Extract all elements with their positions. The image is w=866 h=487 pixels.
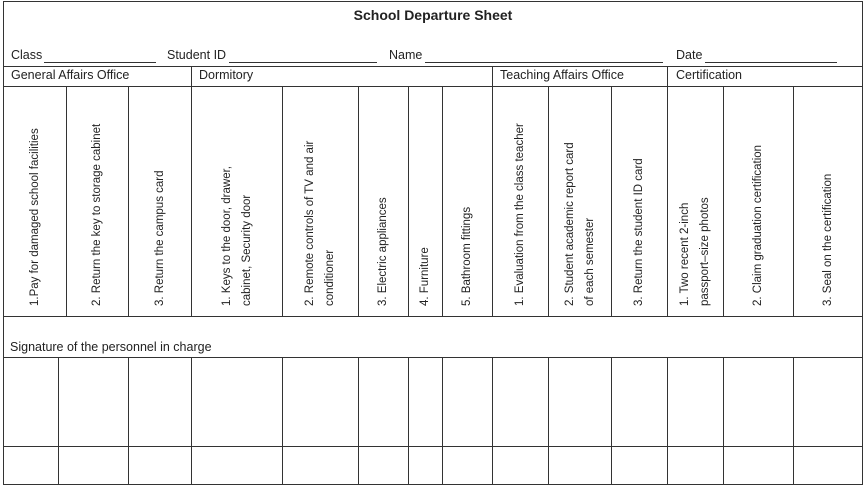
item-academic-report-card: 2. Student academic report card of each semester	[563, 142, 596, 306]
signature-top-rule	[3, 357, 863, 358]
student-id-label: Student ID	[167, 48, 227, 62]
item-class-teacher-evaluation: 1. Evaluation from the class teacher	[514, 123, 526, 306]
item-claim-graduation-certification: 2. Claim graduation certification	[752, 144, 764, 306]
item-return-campus-card: 3. Return the campus card	[153, 170, 166, 306]
section-dormitory: Dormitory	[199, 68, 254, 82]
signature-column-divider	[408, 357, 409, 485]
items-bottom-rule	[3, 316, 863, 317]
date-field[interactable]	[705, 62, 837, 63]
signature-column-divider	[191, 357, 192, 485]
section-divider	[191, 66, 192, 86]
signature-mid-rule	[3, 446, 863, 447]
signature-label: Signature of the personnel in charge	[10, 340, 212, 354]
item-return-storage-key: 2. Return the key to storage cabinet	[91, 123, 103, 306]
item-dorm-keys: 1. Keys to the door, drawer, cabinet, Security door	[220, 166, 253, 306]
student-id-field[interactable]	[229, 62, 377, 63]
signature-column-divider	[611, 357, 612, 485]
item-remote-controls: 2. Remote controls of TV and air conditioner	[304, 140, 336, 306]
signature-column-divider	[58, 357, 59, 485]
item-electric-appliances: 3. Electric appliances	[377, 197, 389, 306]
signature-column-divider	[548, 357, 549, 485]
signature-column-divider	[282, 357, 283, 485]
section-general-affairs: General Affairs Office	[11, 68, 130, 82]
section-certification: Certification	[676, 68, 742, 82]
item-seal-certification: 3. Seal on the certification	[822, 173, 834, 306]
signature-column-divider	[128, 357, 129, 485]
section-divider	[667, 66, 668, 86]
section-header-top-rule	[3, 66, 863, 67]
name-field[interactable]	[425, 62, 663, 63]
item-pay-damaged-facilities: 1.Pay for damaged school facilities	[28, 128, 41, 306]
class-label: Class	[11, 48, 43, 62]
section-divider	[492, 66, 493, 86]
signature-column-divider	[793, 357, 794, 485]
item-passport-photos: 1. Two recent 2-inch passport–size photos	[679, 197, 711, 306]
item-furniture: 4. Furniture	[419, 247, 431, 306]
name-label: Name	[389, 48, 423, 62]
signature-column-divider	[442, 357, 443, 485]
date-label: Date	[676, 48, 703, 62]
item-bathroom-fittings: 5. Bathroom fittings	[461, 206, 473, 306]
signature-column-divider	[358, 357, 359, 485]
sheet-title: School Departure Sheet	[353, 7, 513, 23]
item-return-student-id: 3. Return the student ID card	[633, 158, 645, 306]
signature-column-divider	[492, 357, 493, 485]
signature-column-divider	[667, 357, 668, 485]
signature-column-divider	[723, 357, 724, 485]
class-field[interactable]	[44, 62, 156, 63]
section-teaching-affairs: Teaching Affairs Office	[500, 68, 624, 82]
